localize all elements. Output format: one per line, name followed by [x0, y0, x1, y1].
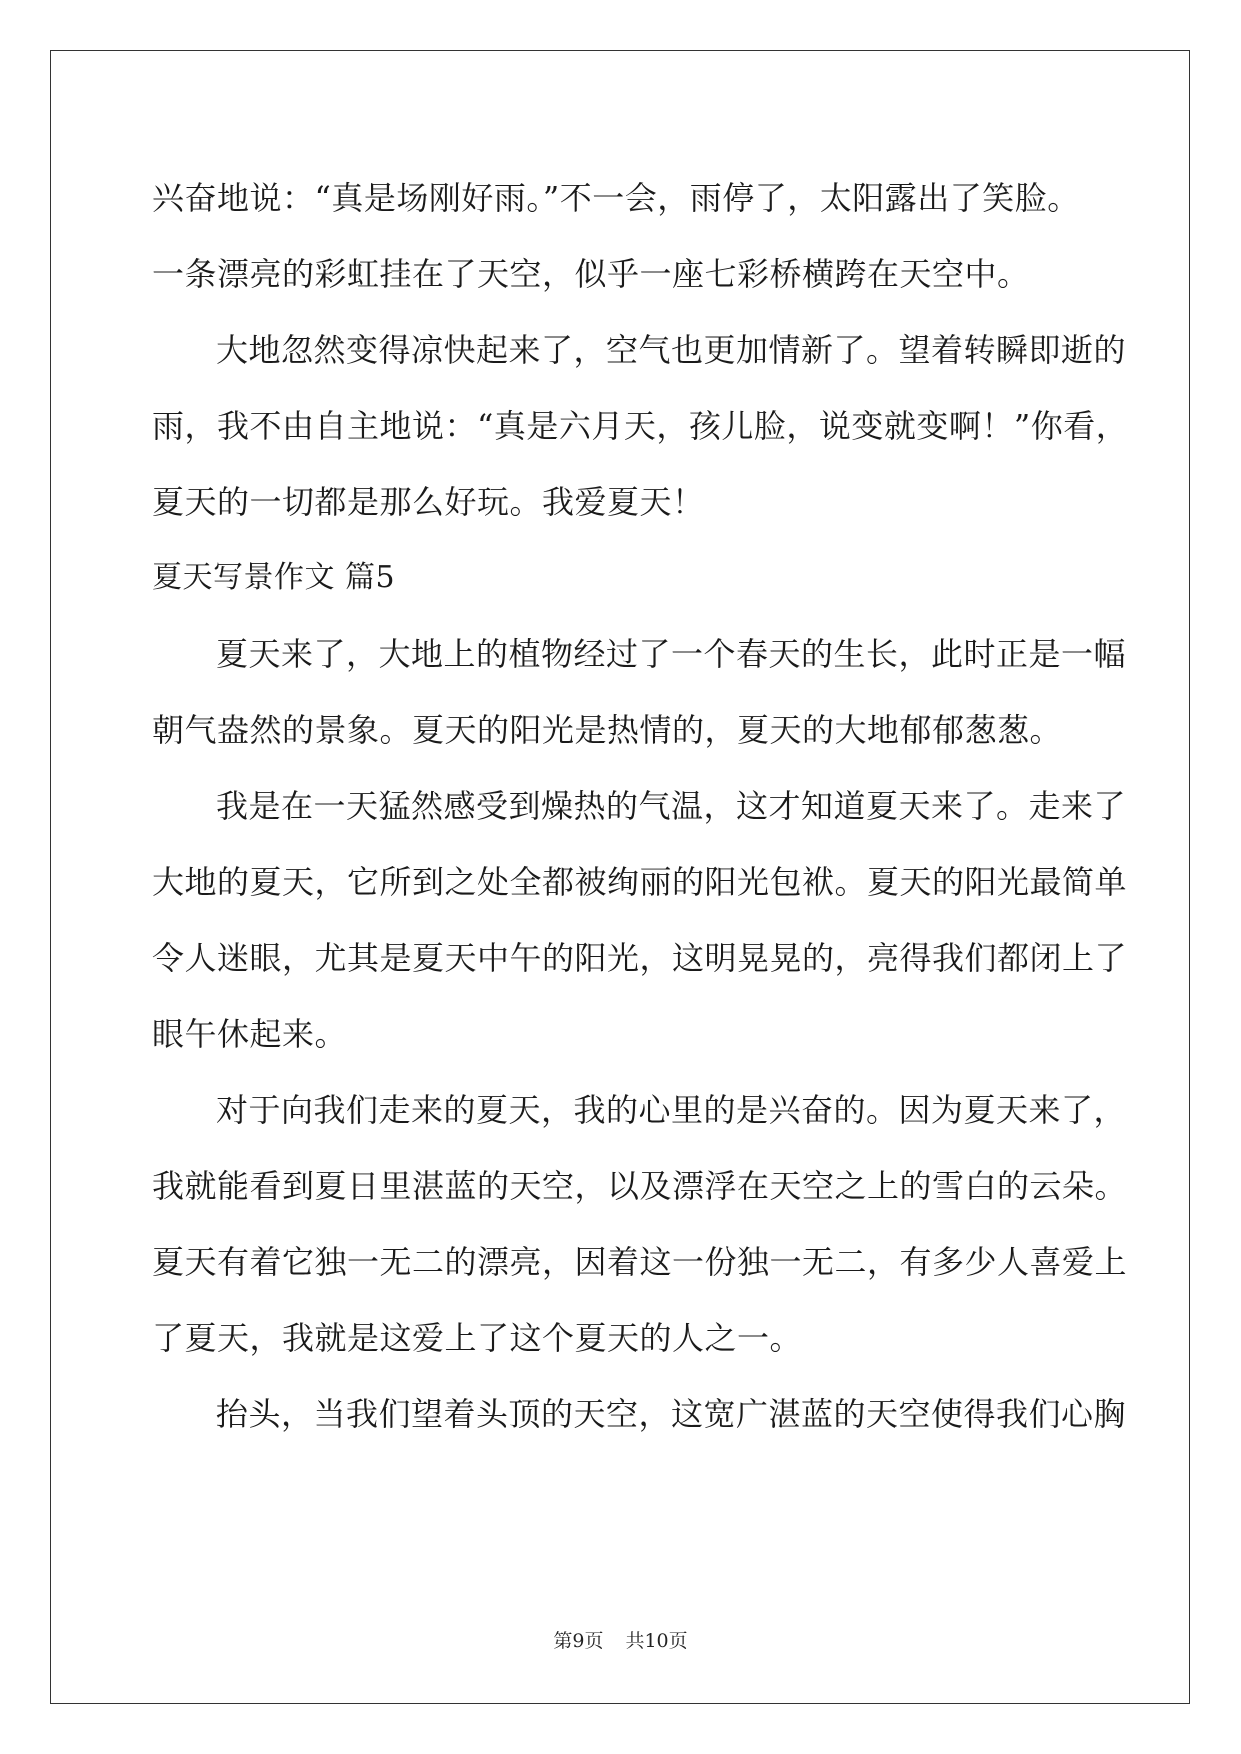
text-line: 大地的夏天，它所到之处全都被绚丽的阳光包袱。夏天的阳光最简单 [152, 863, 1128, 901]
text-line: 夏天有着它独一无二的漂亮，因着这一份独一无二，有多少人喜爱上 [152, 1243, 1128, 1281]
text-line: 对于向我们走来的夏天，我的心里的是兴奋的。因为夏天来了， [216, 1091, 1127, 1129]
text-line: 兴奋地说：“真是场刚好雨。”不一会，雨停了，太阳露出了笑脸。 [152, 179, 1080, 217]
text-line: 令人迷眼，尤其是夏天中午的阳光，这明晃晃的，亮得我们都闭上了 [152, 939, 1128, 977]
text-line: 我就能看到夏日里湛蓝的天空，以及漂浮在天空之上的雪白的云朵。 [152, 1167, 1128, 1205]
text-line: 一条漂亮的彩虹挂在了天空，似乎一座七彩桥横跨在天空中。 [152, 255, 1030, 293]
text-line: 朝气盎然的景象。夏天的阳光是热情的，夏天的大地郁郁葱葱。 [152, 711, 1063, 749]
text-line: 夏天的一切都是那么好玩。我爱夏天！ [152, 483, 705, 521]
text-line: 了夏天，我就是这爱上了这个夏天的人之一。 [152, 1319, 803, 1357]
document-body [152, 160, 1129, 1452]
page-number: 第9页 [553, 1630, 604, 1652]
page-total: 共10页 [625, 1630, 688, 1652]
text-line: 夏天来了，大地上的植物经过了一个春天的生长，此时正是一幅 [216, 635, 1127, 673]
text-line: 抬头，当我们望着头顶的天空，这宽广湛蓝的天空使得我们心胸 [216, 1395, 1127, 1433]
text-line: 大地忽然变得凉快起来了，空气也更加情新了。望着转瞬即逝的 [216, 331, 1127, 369]
page-footer [0, 1626, 1241, 1653]
section-heading: 夏天写景作文 篇5 [152, 560, 396, 595]
text-line: 眼午休起来。 [152, 1015, 348, 1053]
text-line: 我是在一天猛然感受到燥热的气温，这才知道夏天来了。走来了 [216, 787, 1127, 825]
text-line: 雨，我不由自主地说：“真是六月天，孩儿脸，说变就变啊！”你看， [152, 407, 1129, 445]
